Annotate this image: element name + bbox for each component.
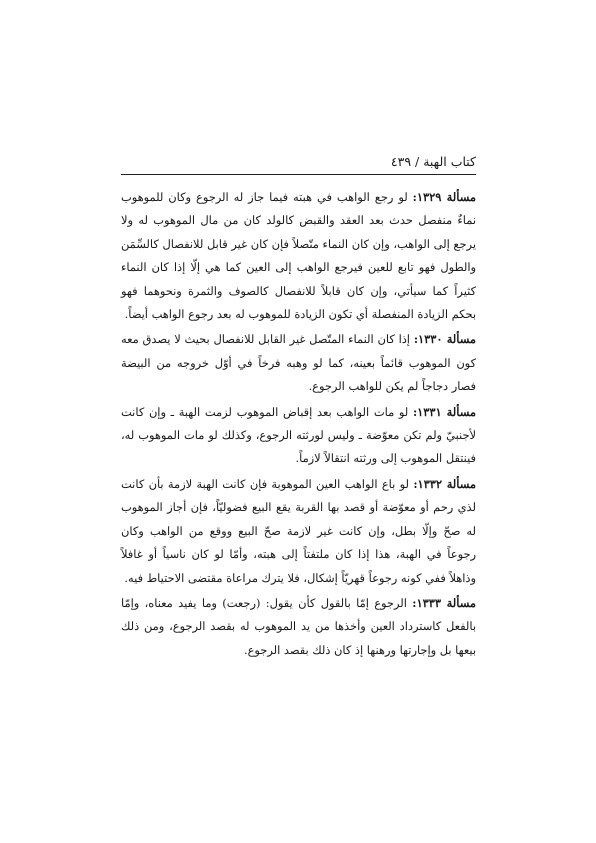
issue-text: لو باع الواهب العين الموهوبة فإن كانت الهبة لازمة بأن كانت لذي رحم أو معوّضة أو قصد بها القربة يقع البيع فضوليّاً، فإن أجاز الموهوب له صحّ وإلّا بطل، وإن كانت غير لازمة صحّ البيع ووقع من الواهب وكان رجوعاً في الهبة، هذا إذا كان ملتفتاً إلى هبته، وأمّا لو كان ناسياً أو غافلاً وذاهلاً ففي كونه رجوعاً قهريّاً إشكال، فلا يترك مراعاة مقتضى الاحتياط فيه. — [121, 476, 476, 585]
issue-paragraph — [121, 473, 476, 590]
page-body — [121, 186, 476, 662]
issue-label: مسألة ١٣٣٣: — [412, 595, 476, 610]
issue-text: إذا كان النماء المتّصل غير القابل للانفصال بحيث لا يصدق معه كون الموهوب قائماً بعينه، كما لو وهبه فرخاً في أوّل خروجه من البيضة فصار دجاجاً لم يكن للواهب الرجوع. — [121, 332, 476, 394]
header-divider — [121, 174, 476, 175]
issue-text: الرجوع إمّا بالقول كأن يقول: (رجعت) وما يفيد معناه، وإمّا بالفعل كاسترداد العين وأخذها من يد الموهوب له بقصد الرجوع، ومن ذلك بيعها بل وإجارتها ورهنها إذ كان ذلك بقصد الرجوع. — [121, 595, 476, 657]
issue-paragraph — [121, 401, 476, 471]
issue-label: مسألة ١٣٣٠: — [413, 332, 477, 347]
issue-text: لو مات الواهب بعد إقباض الموهوب لزمت الهبة ـ وإن كانت لأجنبيّ ولم تكن معوّضة ـ وليس لورثته الرجوع، وكذلك لو مات الموهوب له، فينتقل الموهوب إلى ورثته انتقالاً لازماً. — [121, 404, 476, 466]
issue-label: مسألة ١٣٢٩: — [412, 190, 476, 204]
running-title: كتاب الهبة / ٤٣٩ — [390, 154, 476, 169]
issue-paragraph — [121, 592, 476, 662]
issue-paragraph — [121, 186, 476, 326]
issue-label: مسألة ١٣٣٢: — [413, 476, 477, 491]
page-header — [121, 151, 476, 173]
issue-label: مسألة ١٣٣١: — [412, 404, 476, 419]
issue-text: لو رجع الواهب في هبته فيما جاز له الرجوع وكان للموهوب نماءٌ منفصل حدث بعد العقد والقبض كالولد كان من مال الموهوب له ولا يرجع إلى الواهب، وإن كان النماء متّصلاً فإن كان غير قابل للانفصال كالسِّمَن والطول فهو تابع للعين فيرجع الواهب إلى العين كما هي إلّا إذا كان النماء كثيراً كما سيأتي، وإن كان قابلاً للانفصال كالصوف والثمرة ونحوهما فهو بحكم الزيادة المنفصلة أي تكون الزيادة للموهوب له بعد رجوع الواهب أيضاً. — [121, 190, 476, 322]
issue-paragraph — [121, 328, 476, 398]
